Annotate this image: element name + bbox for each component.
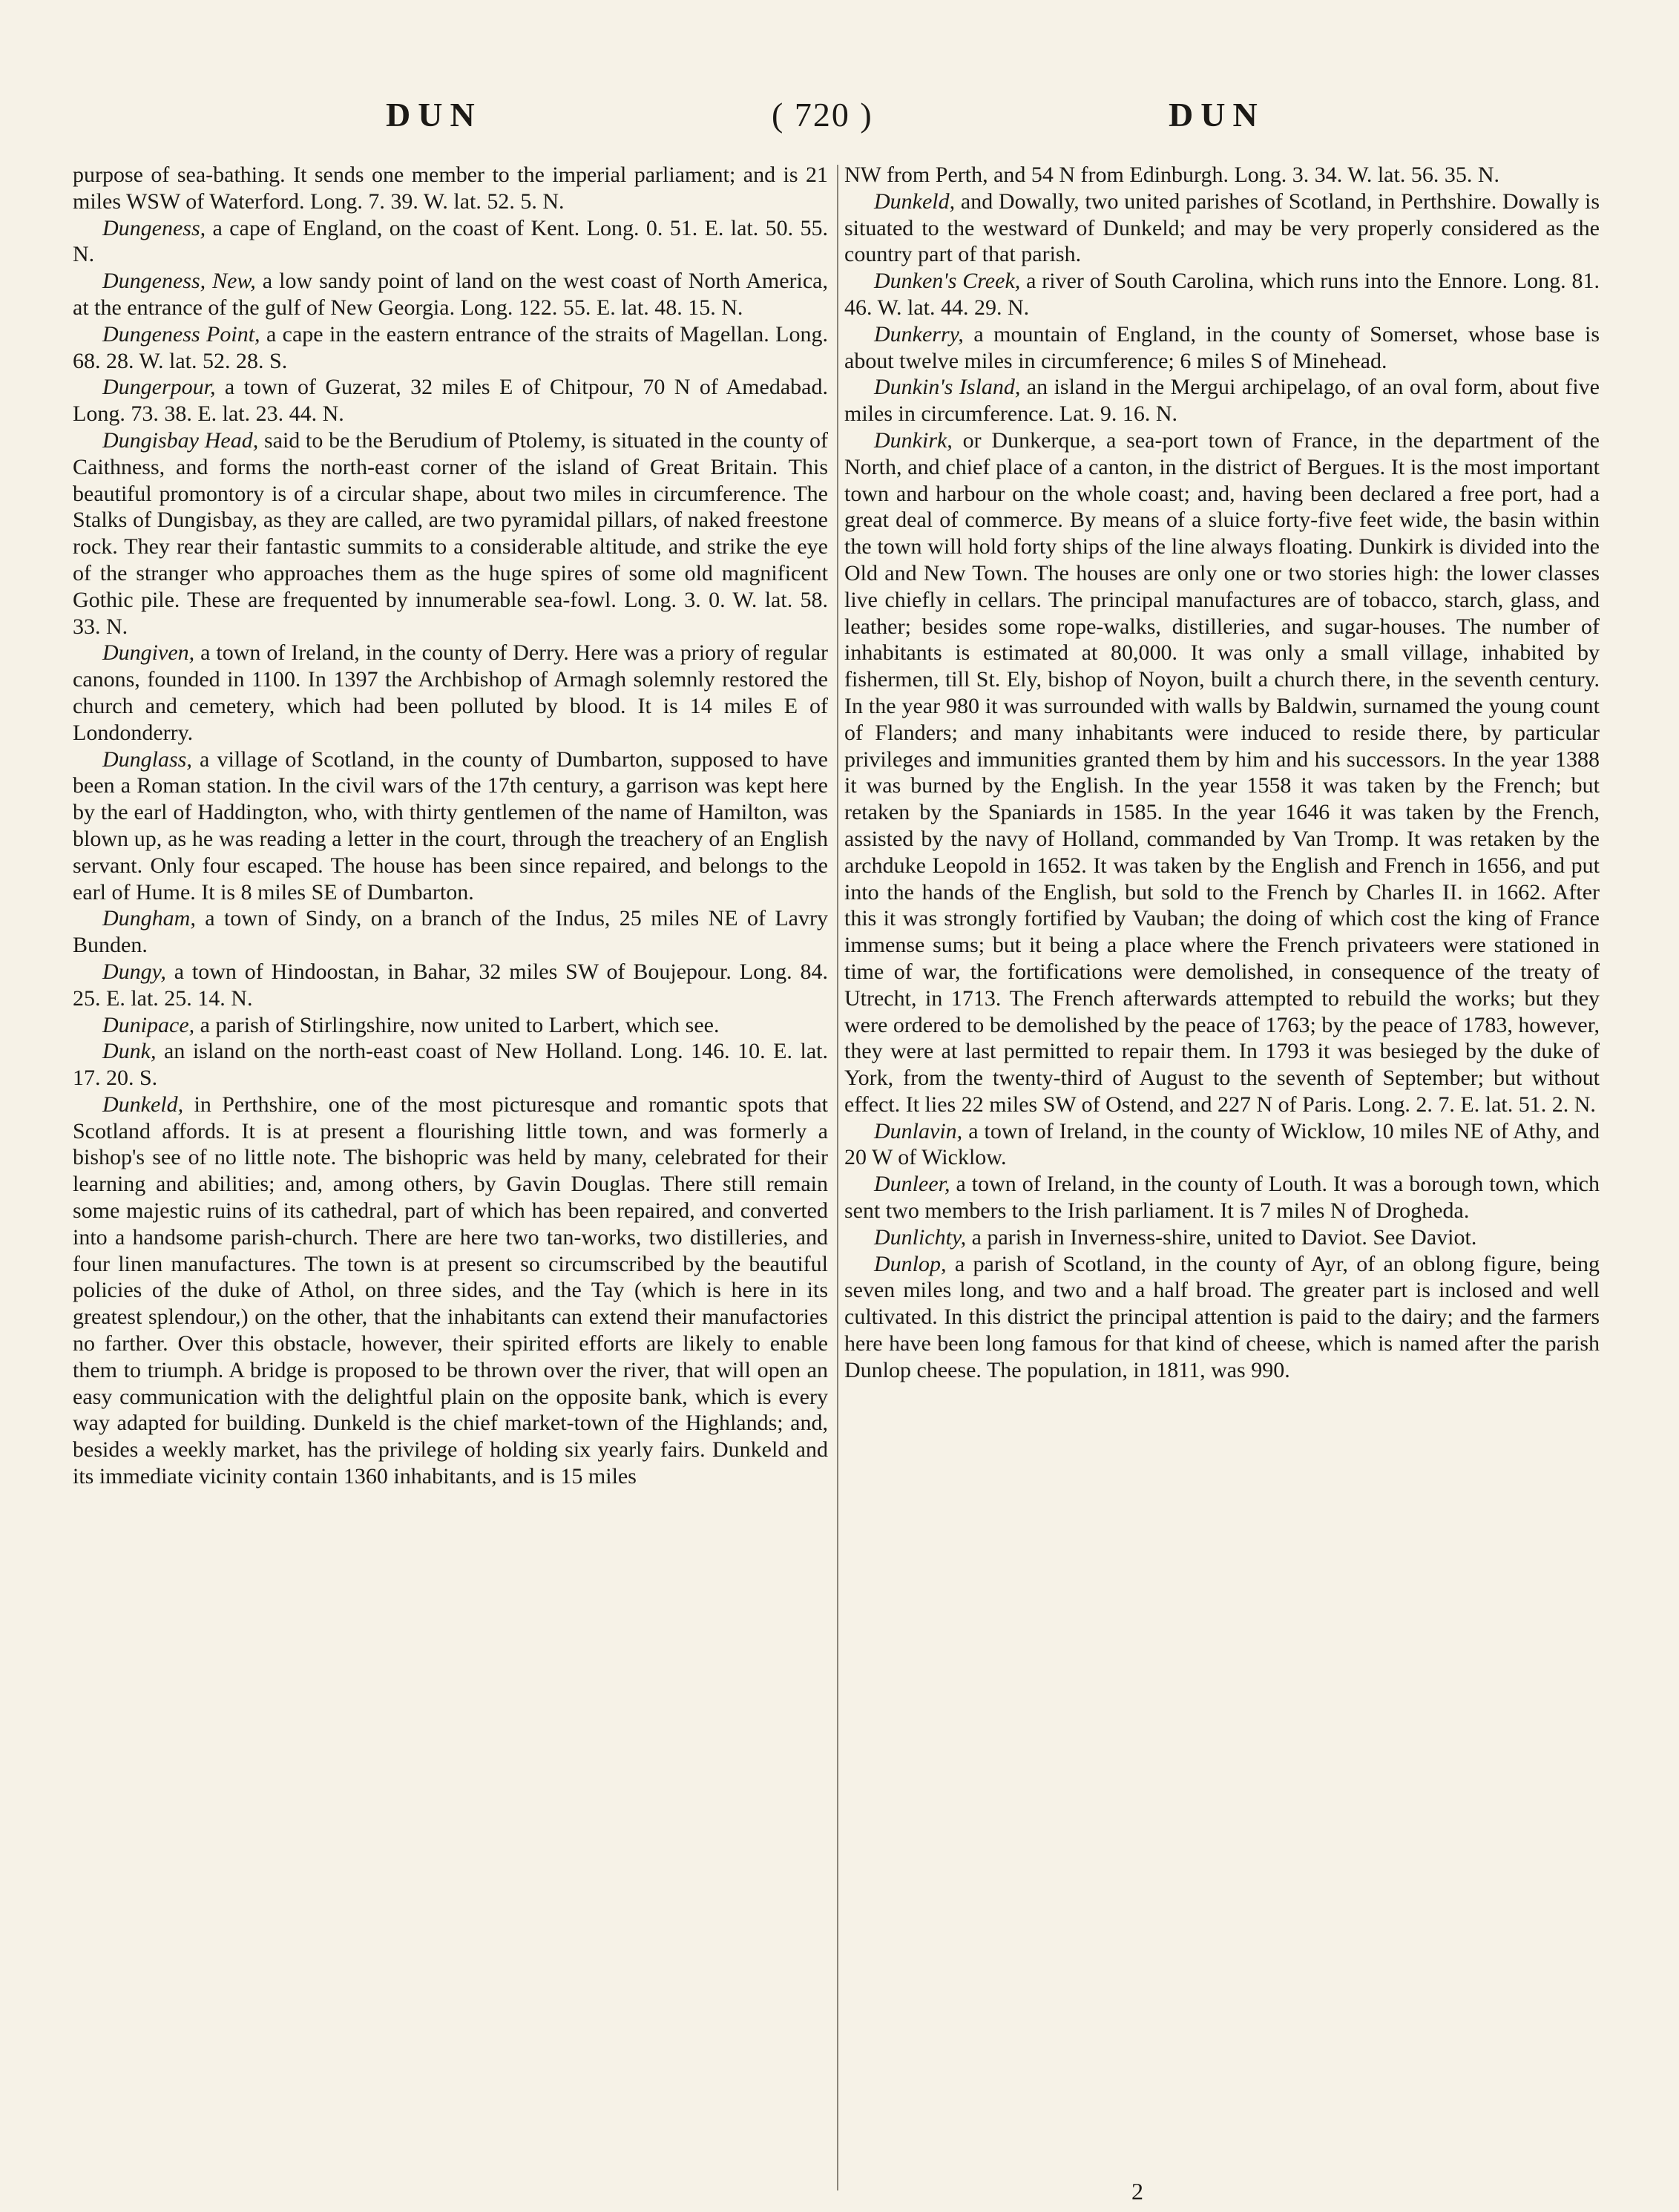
entry-headword: Dungham, (102, 906, 196, 931)
page-number: ( 720 ) (772, 96, 873, 134)
dictionary-entry (73, 321, 828, 375)
entry-text: an island on the north-east coast of New Holland. Long. 146. 10. E. lat. 17. 20. S. (73, 1039, 828, 1091)
dictionary-entry (844, 321, 1600, 375)
entry-headword: Dunlichty, (874, 1224, 967, 1250)
dictionary-entry (844, 1171, 1600, 1224)
dictionary-entry (844, 1118, 1600, 1172)
column-rule (837, 165, 838, 2190)
entry-headword: Dunkin's Island, (874, 375, 1021, 400)
entry-text: in Perthshire, one of the most picturesque and romantic spots that Scotland affords. It is at present a flourishing little town, and was formerly a bishop's see of no little note. The bishopric was held by many, celebrated for their learning and abilities; and, among others, by Gavin Douglas. There still remain some majestic ruins of its cathedral, part of which has been repaired, and converted into a handsome parish-church. There are here two tan-works, two distilleries, and four linen manufactures. The town is at present so circumscribed by the beautiful policies of the duke of Athol, on three sides, and the Tay (which is here in its greatest splendour,) on the other, that the inhabitants can extend their manufactories no farther. Over this obstacle, however, their spirited efforts are likely to enable them to triumph. A bridge is proposed to be thrown over the river, that will open an easy communication with the delightful plain on the opposite bank, which is every way adapted for building. Dunkeld is the chief market-town of the Highlands; and, besides a weekly market, has the privilege of holding six yearly fairs. Dunkeld and its immediate vicinity contain 1360 inhabitants, and is 15 miles (73, 1092, 828, 1489)
dictionary-entry (844, 268, 1600, 321)
entry-text: purpose of sea-bathing. It sends one member to the imperial parliament; and is 21 miles WSW of Waterford. Long. 7. 39. W. lat. 52. 5. N. (73, 163, 828, 214)
dictionary-entry (73, 1092, 828, 1490)
running-head-left: DUN (386, 96, 482, 134)
dictionary-entry (73, 640, 828, 746)
entry-text: a cape of England, on the coast of Kent. Long. 0. 51. E. lat. 50. 55. N. (73, 215, 828, 267)
dictionary-entry (844, 188, 1600, 268)
left-column (73, 162, 828, 2195)
entry-text: a river of South Carolina, which runs into the Ennore. Long. 81. 46. W. lat. 44. 29. N. (844, 269, 1600, 320)
dictionary-entry (844, 427, 1600, 1118)
entry-text: a town of Guzerat, 32 miles E of Chitpour, 70 N of Amedabad. Long. 73. 38. E. lat. 23. 44. N. (73, 375, 828, 427)
dictionary-entry (844, 374, 1600, 427)
entry-headword: Dunkeld, (874, 188, 956, 214)
right-column (844, 162, 1600, 2195)
entry-headword: Dunkeld, (102, 1092, 184, 1117)
entry-text: a town of Ireland, in the county of Derry. Here was a priory of regular canons, founded in 1100. In 1397 the Archbishop of Armagh solemnly restored the church and cemetery, which had been polluted by blood. It is 14 miles E of Londonderry. (73, 640, 828, 745)
entry-headword: Dungy, (102, 959, 166, 984)
entry-headword: Dunlop, (874, 1251, 947, 1276)
entry-text: a low sandy point of land on the west coast of North America, at the entrance of the gulf of New Georgia. Long. 122. 55. E. lat. 48. 15. N. (73, 269, 828, 320)
entry-text: a town of Ireland, in the county of Wicklow, 10 miles NE of Athy, and 20 W of Wicklow. (844, 1118, 1600, 1170)
entry-headword: Dunkerry, (874, 321, 964, 347)
entry-headword: Dungerpour, (102, 375, 216, 400)
dictionary-entry (73, 959, 828, 1012)
entry-text: a parish of Scotland, in the county of Ayr, of an oblong figure, being seven miles long, and two and a half broad. The greater part is inclosed and well cultivated. In this district the principal attention is paid to the dairy; and the farmers here have been long famous for that kind of cheese, which is named after the parish Dunlop cheese. The population, in 1811, was 990. (844, 1251, 1600, 1382)
entry-text: an island in the Mergui archipelago, of an oval form, about five miles in circumference. Lat. 9. 16. N. (844, 375, 1600, 427)
entry-text: or Dunkerque, a sea-port town of France, in the department of the North, and chief place of a canton, in the district of Bergues. It is the most important town and harbour on the whole coast; and, having been declared a free port, had a great deal of commerce. By means of a sluice forty-five feet wide, the basin within the town will hold forty ships of the line always floating. Dunkirk is divided into the Old and New Town. The houses are only one or two stories high: the lower classes live chiefly in cellars. The principal manufactures are of tobacco, starch, glass, and leather; besides some rope-walks, distilleries, and sugar-houses. The number of inhabitants is estimated at 80,000. It was only a small village, inhabited by fishermen, till St. Ely, bishop of Noyon, built a church there, in the seventh century. In the year 980 it was surrounded with walls by Baldwin, surnamed the young count of Flanders; and many inhabitants were induced to reside there, by particular privileges and immunities granted them by him and his successors. In the year 1388 it was burned by the English. In the year 1558 it was taken by the French; but retaken by the Spaniards in 1585. In the year 1646 it was taken by the French, assisted by the navy of Holland, commanded by Van Tromp. It was retaken by the archduke Leopold in 1652. It was taken by the English and French in 1656, and put into the hands of the English, but sold to the French by Charles II. in 1662. After this it was strongly fortified by Vauban; the doing of which cost the king of France immense sums; but it being a place where the French privateers were stationed in time of war, the fortifications were demolished, in consequence of the treaty of Utrecht, in 1713. The French afterwards attempted to rebuild the works; but they were ordered to be demolished by the peace of 1763; by the peace of 1783, however, they were at last permitted to repair them. In 1793 it was besieged by the duke of York, from the twenty-third of August to the seventh of September; but without effect. It lies 22 miles SW of Ostend, and 227 N of Paris. Long. 2. 7. E. lat. 51. 2. N. (844, 427, 1600, 1117)
entry-headword: Dunken's Creek, (874, 269, 1021, 294)
running-head-right: DUN (1169, 96, 1265, 134)
entry-text: a cape in the eastern entrance of the straits of Magellan. Long. 68. 28. W. lat. 52. 28. S. (73, 321, 828, 373)
dictionary-entry (73, 268, 828, 321)
entry-text: a parish of Stirlingshire, now united to Larbert, which see. (194, 1012, 720, 1037)
entry-text: said to be the Berudium of Ptolemy, is situated in the county of Caithness, and forms the north-east corner of the island of Great Britain. This beautiful promontory is of a circular shape, about two miles in circumference. The Stalks of Dungisbay, as they are called, are two pyramidal pillars, of naked freestone rock. They rear their fantastic summits to a considerable altitude, and strike the eye of the stranger who approaches them as the huge spires of some old magnificent Gothic pile. These are frequented by innumerable sea-fowl. Long. 3. 0. W. lat. 58. 33. N. (73, 427, 828, 639)
dictionary-entry (73, 427, 828, 640)
dictionary-entry (73, 746, 828, 906)
signature-mark: 2 (1131, 2178, 1143, 2205)
entry-headword: Dunk, (102, 1039, 157, 1064)
entry-text: a parish in Inverness-shire, united to Daviot. See Daviot. (966, 1224, 1477, 1250)
entry-headword: Dungiven, (102, 640, 195, 666)
dictionary-entry (73, 374, 828, 427)
entry-headword: Dungeness Point, (102, 321, 260, 347)
entry-headword: Dungeness, New, (102, 269, 256, 294)
entry-text: a mountain of England, in the county of Somerset, whose base is about twelve miles in circumference; 6 miles S of Minehead. (844, 321, 1600, 373)
dictionary-entry (73, 905, 828, 959)
dictionary-entry (844, 162, 1600, 188)
entry-headword: Dunipace, (102, 1012, 195, 1037)
entry-text: a town of Hindoostan, in Bahar, 32 miles SW of Boujepour. Long. 84. 25. E. lat. 25. 14. N. (73, 959, 828, 1011)
entry-headword: Dunglass, (102, 746, 192, 772)
entry-headword: Dungisbay Head, (102, 427, 259, 453)
entry-headword: Dunleer, (874, 1172, 950, 1197)
entry-headword: Dungeness, (102, 215, 206, 240)
dictionary-entry (844, 1251, 1600, 1384)
entry-text: a town of Sindy, on a branch of the Indus, 25 miles NE of Lavry Bunden. (73, 906, 828, 958)
dictionary-entry (844, 1224, 1600, 1251)
dictionary-entry (73, 1012, 828, 1039)
dictionary-entry (73, 162, 828, 215)
dictionary-entry (73, 215, 828, 269)
entry-text: and Dowally, two united parishes of Scotland, in Perthshire. Dowally is situated to the westward of Dunkeld; and may be very properly considered as the country part of that parish. (844, 188, 1600, 267)
entry-text: NW from Perth, and 54 N from Edinburgh. Long. 3. 34. W. lat. 56. 35. N. (844, 163, 1499, 187)
entry-text: a village of Scotland, in the county of Dumbarton, supposed to have been a Roman station. In the civil wars of the 17th century, a garrison was kept here by the earl of Haddington, who, with thirty gentlemen of the name of Hamilton, was blown up, as he was reading a letter in the court, through the treachery of an English servant. Only four escaped. The house has been since repaired, and belongs to the earl of Hume. It is 8 miles SE of Dumbarton. (73, 746, 828, 905)
entry-headword: Dunlavin, (874, 1118, 963, 1143)
entry-text: a town of Ireland, in the county of Louth. It was a borough town, which sent two members to the Irish parliament. It is 7 miles N of Drogheda. (844, 1172, 1600, 1224)
entry-headword: Dunkirk, (874, 427, 953, 453)
dictionary-entry (73, 1038, 828, 1092)
